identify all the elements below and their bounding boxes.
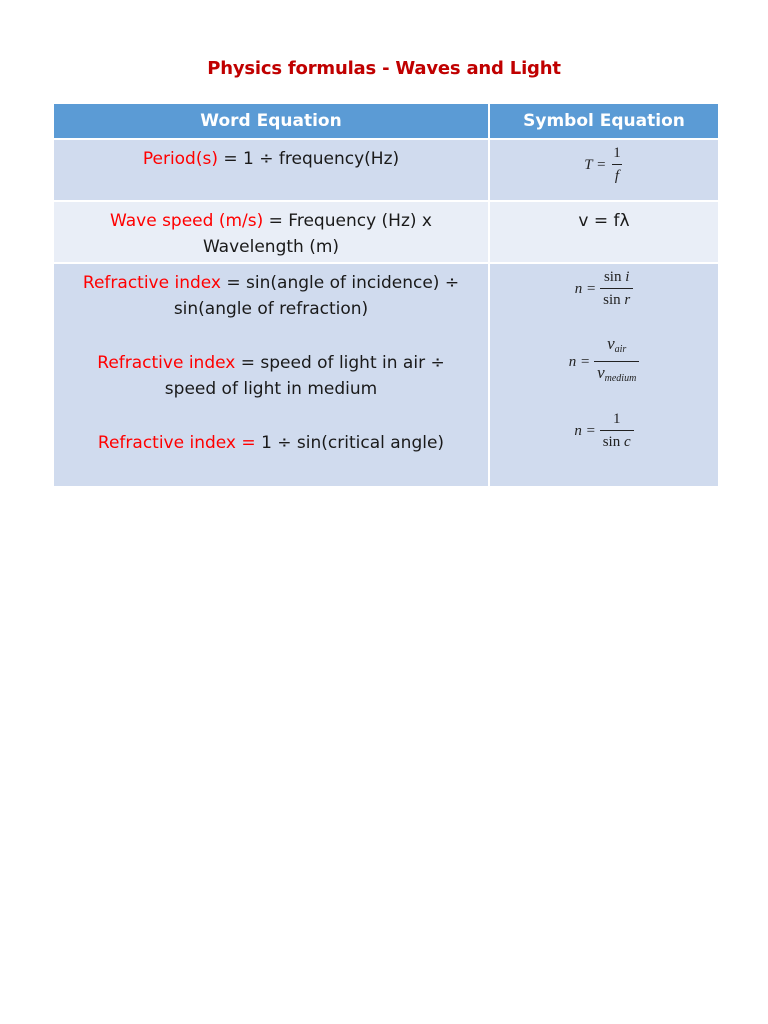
formula-lhs: T = <box>584 156 607 173</box>
formula-lhs: n = <box>568 353 591 370</box>
symbol-equation-wave-speed <box>489 201 718 263</box>
table-row-wave-speed <box>54 201 718 263</box>
quantity-name: Wave speed (m/s) <box>110 211 264 231</box>
quantity-name: Refractive index <box>97 353 236 373</box>
word-equation-period <box>54 139 489 201</box>
numerator: $v_{air}$ <box>607 334 627 355</box>
refractive-equation-1 <box>64 270 478 322</box>
numerator: sin i <box>603 269 630 285</box>
numerator: 1 <box>612 411 621 427</box>
word-equation-text: speed of light in medium <box>164 379 378 399</box>
equals-sign: = <box>236 433 262 453</box>
word-equation-text: = speed of light in air ÷ <box>235 353 445 373</box>
denominator: sin r <box>600 288 633 309</box>
numerator: 1 <box>613 145 621 161</box>
denominator: $v_{medium}$ <box>594 361 639 388</box>
formula-lhs: n = <box>574 422 596 439</box>
denominator: sin c <box>600 430 634 451</box>
word-equation-text: sin(angle of refraction) <box>173 299 369 319</box>
formula-refractive-3 <box>574 410 633 451</box>
refractive-equation-3 <box>64 430 478 456</box>
symbol-equation-period <box>489 139 718 201</box>
word-equation-text: Wavelength (m) <box>202 237 340 257</box>
formula-period <box>584 144 623 185</box>
word-equation-wave-speed <box>54 201 489 263</box>
formula-wave-speed: v = fλ <box>578 211 630 231</box>
table-row-period <box>54 139 718 201</box>
fraction <box>594 335 639 388</box>
formulas-table <box>54 104 718 488</box>
quantity-name: Refractive index <box>97 433 236 453</box>
header-symbol-equation: Symbol Equation <box>489 104 718 139</box>
symbol-equation-refractive-index <box>489 263 718 487</box>
denominator: f <box>612 164 622 185</box>
formula-refractive-1 <box>575 268 633 309</box>
word-equation-text: = 1 ÷ frequency(Hz) <box>217 149 400 169</box>
quantity-name: Refractive index <box>82 273 221 293</box>
word-equation-text: = sin(angle of incidence) ÷ <box>221 273 460 293</box>
page-title: Physics formulas - Waves and Light <box>207 58 561 79</box>
fraction <box>610 144 624 185</box>
fraction <box>600 410 634 451</box>
word-equation-text: = Frequency (Hz) x <box>263 211 432 231</box>
header-word-equation: Word Equation <box>54 104 489 139</box>
header-row <box>54 104 718 139</box>
word-equation-refractive-index <box>54 263 489 487</box>
fraction <box>600 268 633 309</box>
table-row-refractive-index <box>54 263 718 487</box>
word-equation-text: 1 ÷ sin(critical angle) <box>261 433 445 453</box>
formula-lhs: n = <box>574 280 597 297</box>
quantity-name: Period(s) <box>142 149 218 169</box>
refractive-equation-2 <box>64 350 478 402</box>
formula-refractive-2 <box>569 335 640 388</box>
